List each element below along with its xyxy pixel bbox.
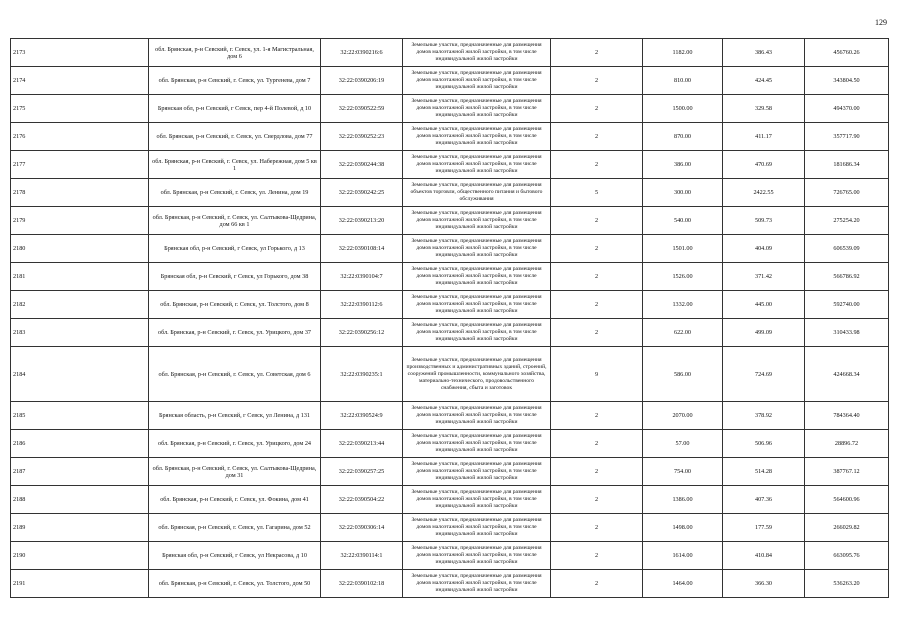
group-cell: 2 [551,430,643,458]
area-cell: 1464.00 [643,570,723,598]
cadastral-value-cell: 275254.20 [805,207,889,235]
table-row [11,542,889,570]
row-number-cell: 2177 [11,151,149,179]
address-cell: обл. Брянская, р-н Севский, г. Севск, ул. Фокина, дом 41 [149,486,321,514]
specific-value-cell: 424.45 [723,67,805,95]
address-cell: Брянская обл, р-н Севский, г Севск, пер 4-й Полевой, д 10 [149,95,321,123]
cadastral-value-cell: 456760.26 [805,39,889,67]
permitted-use-cell: Земельные участки, предназначенные для размещения домов малоэтажной жилой застройки, в том числе индивидуальной жилой застройки [403,95,551,123]
cadastral-number-cell: 32:22:0390504:22 [321,486,403,514]
address-cell: обл. Брянская, р-н Севский, г. Севск, ул. Гагарина, дом 52 [149,514,321,542]
address-cell: Брянская обл, р-н Севский, г Севск, ул Горького, дом 38 [149,263,321,291]
table-row [11,486,889,514]
group-cell: 2 [551,486,643,514]
specific-value-cell: 445.00 [723,291,805,319]
cadastral-value-cell: 592740.00 [805,291,889,319]
specific-value-cell: 506.96 [723,430,805,458]
row-number-cell: 2181 [11,263,149,291]
table-row [11,123,889,151]
cadastral-number-cell: 32:22:0390524:9 [321,402,403,430]
cadastral-value-table [10,38,889,598]
row-number-cell: 2190 [11,542,149,570]
specific-value-cell: 177.59 [723,514,805,542]
table-row [11,179,889,207]
table-row [11,402,889,430]
address-cell: обл. Брянская, р-н Севский, г. Севск, ул. Советская, дом 6 [149,347,321,402]
area-cell: 810.00 [643,67,723,95]
area-cell: 1386.00 [643,486,723,514]
specific-value-cell: 514.28 [723,458,805,486]
row-number-cell: 2186 [11,430,149,458]
table-row [11,291,889,319]
cadastral-value-cell: 181686.34 [805,151,889,179]
specific-value-cell: 386.43 [723,39,805,67]
cadastral-value-cell: 784364.40 [805,402,889,430]
cadastral-number-cell: 32:22:0390102:18 [321,570,403,598]
group-cell: 2 [551,39,643,67]
cadastral-value-cell: 606539.09 [805,235,889,263]
table-body [11,39,889,598]
table-row [11,207,889,235]
page-number: 129 [875,18,887,27]
permitted-use-cell: Земельные участки, предназначенные для размещения домов малоэтажной жилой застройки, в том числе индивидуальной жилой застройки [403,458,551,486]
area-cell: 300.00 [643,179,723,207]
address-cell: обл. Брянская, р-н Севский, г. Севск, ул. Толстого, дом 8 [149,291,321,319]
area-cell: 1182.00 [643,39,723,67]
permitted-use-cell: Земельные участки, предназначенные для размещения домов малоэтажной жилой застройки, в том числе индивидуальной жилой застройки [403,514,551,542]
table-row [11,430,889,458]
permitted-use-cell: Земельные участки, предназначенные для размещения домов малоэтажной жилой застройки, в том числе индивидуальной жилой застройки [403,570,551,598]
cadastral-number-cell: 32:22:0390306:14 [321,514,403,542]
area-cell: 622.00 [643,319,723,347]
area-cell: 1501.00 [643,235,723,263]
group-cell: 2 [551,263,643,291]
specific-value-cell: 724.69 [723,347,805,402]
cadastral-number-cell: 32:22:0390112:6 [321,291,403,319]
cadastral-number-cell: 32:22:0390235:1 [321,347,403,402]
cadastral-value-cell: 387767.12 [805,458,889,486]
row-number-cell: 2174 [11,67,149,95]
row-number-cell: 2180 [11,235,149,263]
table-row [11,514,889,542]
area-cell: 754.00 [643,458,723,486]
cadastral-number-cell: 32:22:0390114:1 [321,542,403,570]
permitted-use-cell: Земельные участки, предназначенные для размещения домов малоэтажной жилой застройки, в том числе индивидуальной жилой застройки [403,207,551,235]
table-row [11,235,889,263]
group-cell: 2 [551,123,643,151]
cadastral-value-cell: 310433.98 [805,319,889,347]
area-cell: 1332.00 [643,291,723,319]
area-cell: 1614.00 [643,542,723,570]
specific-value-cell: 470.69 [723,151,805,179]
area-cell: 1498.00 [643,514,723,542]
address-cell: обл. Брянская, р-н Севский, г. Севск, ул. 1-я Магистральная, дом 6 [149,39,321,67]
row-number-cell: 2176 [11,123,149,151]
address-cell: обл. Брянская, р-н Севский, г. Севск, ул. Урицкого, дом 37 [149,319,321,347]
group-cell: 2 [551,570,643,598]
cadastral-value-cell: 424668.34 [805,347,889,402]
group-cell: 5 [551,179,643,207]
row-number-cell: 2188 [11,486,149,514]
specific-value-cell: 329.58 [723,95,805,123]
address-cell: обл. Брянская, р-н Севский, г. Севск, ул. Толстого, дом 50 [149,570,321,598]
table-row [11,263,889,291]
row-number-cell: 2178 [11,179,149,207]
row-number-cell: 2182 [11,291,149,319]
group-cell: 2 [551,402,643,430]
permitted-use-cell: Земельные участки, предназначенные для размещения домов малоэтажной жилой застройки, в том числе индивидуальной жилой застройки [403,263,551,291]
cadastral-value-cell: 726765.00 [805,179,889,207]
cadastral-value-cell: 343804.50 [805,67,889,95]
address-cell: Брянская обл, р-н Севский, г Севск, ул Горького, д 13 [149,235,321,263]
table-row [11,151,889,179]
table-row [11,458,889,486]
cadastral-number-cell: 32:22:0390244:38 [321,151,403,179]
group-cell: 2 [551,514,643,542]
permitted-use-cell: Земельные участки, предназначенные для размещения домов малоэтажной жилой застройки, в том числе индивидуальной жилой застройки [403,291,551,319]
group-cell: 2 [551,151,643,179]
cadastral-number-cell: 32:22:0390256:12 [321,319,403,347]
area-cell: 386.00 [643,151,723,179]
permitted-use-cell: Земельные участки, предназначенные для размещения домов малоэтажной жилой застройки, в том числе индивидуальной жилой застройки [403,542,551,570]
specific-value-cell: 378.92 [723,402,805,430]
specific-value-cell: 404.09 [723,235,805,263]
cadastral-value-cell: 663095.76 [805,542,889,570]
group-cell: 2 [551,235,643,263]
table-row [11,319,889,347]
permitted-use-cell: Земельные участки, предназначенные для размещения производственных и административных зданий, строений, сооружений промышленности, коммунального хозяйства, материально-технического, продовольственного снабжения, сбыта и заготовок [403,347,551,402]
row-number-cell: 2175 [11,95,149,123]
row-number-cell: 2187 [11,458,149,486]
cadastral-number-cell: 32:22:0390104:7 [321,263,403,291]
cadastral-number-cell: 32:22:0390242:25 [321,179,403,207]
row-number-cell: 2179 [11,207,149,235]
permitted-use-cell: Земельные участки, предназначенные для размещения домов малоэтажной жилой застройки, в том числе индивидуальной жилой застройки [403,123,551,151]
cadastral-number-cell: 32:22:0390252:23 [321,123,403,151]
group-cell: 2 [551,458,643,486]
group-cell: 2 [551,95,643,123]
specific-value-cell: 366.30 [723,570,805,598]
cadastral-value-cell: 536263.20 [805,570,889,598]
area-cell: 1500.00 [643,95,723,123]
group-cell: 2 [551,291,643,319]
specific-value-cell: 499.09 [723,319,805,347]
specific-value-cell: 410.84 [723,542,805,570]
row-number-cell: 2191 [11,570,149,598]
area-cell: 57.00 [643,430,723,458]
address-cell: обл. Брянская, р-н Севский, г. Севск, ул. Салтыкова-Щедрина, дом 66 кв 1 [149,207,321,235]
group-cell: 2 [551,207,643,235]
permitted-use-cell: Земельные участки, предназначенные для размещения домов малоэтажной жилой застройки, в том числе индивидуальной жилой застройки [403,235,551,263]
table-row [11,347,889,402]
address-cell: обл. Брянская, р-н Севский, г. Севск, ул. Салтыкова-Щедрина, дом 31 [149,458,321,486]
permitted-use-cell: Земельные участки, предназначенные для размещения объектов торговли, общественного питания и бытового обслуживания [403,179,551,207]
permitted-use-cell: Земельные участки, предназначенные для размещения домов малоэтажной жилой застройки, в том числе индивидуальной жилой застройки [403,67,551,95]
group-cell: 2 [551,319,643,347]
table-row [11,95,889,123]
specific-value-cell: 407.36 [723,486,805,514]
area-cell: 2070.00 [643,402,723,430]
permitted-use-cell: Земельные участки, предназначенные для размещения домов малоэтажной жилой застройки, в том числе индивидуальной жилой застройки [403,430,551,458]
cadastral-number-cell: 32:22:0390213:20 [321,207,403,235]
table-row [11,570,889,598]
area-cell: 870.00 [643,123,723,151]
address-cell: Брянская обл, р-н Севский, г Севск, ул Некрасова, д 10 [149,542,321,570]
permitted-use-cell: Земельные участки, предназначенные для размещения домов малоэтажной жилой застройки, в том числе индивидуальной жилой застройки [403,151,551,179]
row-number-cell: 2189 [11,514,149,542]
cadastral-value-cell: 266029.82 [805,514,889,542]
specific-value-cell: 411.17 [723,123,805,151]
group-cell: 2 [551,542,643,570]
row-number-cell: 2173 [11,39,149,67]
address-cell: обл. Брянская, р-н Севский, г. Севск, ул. Тургенева, дом 7 [149,67,321,95]
permitted-use-cell: Земельные участки, предназначенные для размещения домов малоэтажной жилой застройки, в том числе индивидуальной жилой застройки [403,402,551,430]
address-cell: обл. Брянская, р-н Севский, г. Севск, ул. Набережная, дом 5 кв 1 [149,151,321,179]
specific-value-cell: 509.73 [723,207,805,235]
permitted-use-cell: Земельные участки, предназначенные для размещения домов малоэтажной жилой застройки, в том числе индивидуальной жилой застройки [403,319,551,347]
table-row [11,39,889,67]
row-number-cell: 2185 [11,402,149,430]
address-cell: Брянская область, р-н Севский, г Севск, ул Ленина, д 131 [149,402,321,430]
cadastral-value-cell: 566786.92 [805,263,889,291]
area-cell: 586.00 [643,347,723,402]
area-cell: 1526.00 [643,263,723,291]
address-cell: обл. Брянская, р-н Севский, г. Севск, ул. Урицкого, дом 24 [149,430,321,458]
table-row [11,67,889,95]
area-cell: 540.00 [643,207,723,235]
specific-value-cell: 2422.55 [723,179,805,207]
cadastral-value-cell: 494370.00 [805,95,889,123]
cadastral-number-cell: 32:22:0390522:59 [321,95,403,123]
specific-value-cell: 371.42 [723,263,805,291]
cadastral-number-cell: 32:22:0390206:19 [321,67,403,95]
address-cell: обл. Брянская, р-н Севский, г. Севск, ул. Свердлова, дом 77 [149,123,321,151]
group-cell: 2 [551,67,643,95]
permitted-use-cell: Земельные участки, предназначенные для размещения домов малоэтажной жилой застройки, в том числе индивидуальной жилой застройки [403,486,551,514]
row-number-cell: 2184 [11,347,149,402]
cadastral-number-cell: 32:22:0390216:6 [321,39,403,67]
cadastral-value-cell: 28896.72 [805,430,889,458]
group-cell: 9 [551,347,643,402]
row-number-cell: 2183 [11,319,149,347]
cadastral-number-cell: 32:22:0390108:14 [321,235,403,263]
cadastral-number-cell: 32:22:0390257:25 [321,458,403,486]
cadastral-value-cell: 357717.90 [805,123,889,151]
cadastral-value-cell: 564600.96 [805,486,889,514]
address-cell: обл. Брянская, р-н Севский, г. Севск, ул. Ленина, дом 19 [149,179,321,207]
permitted-use-cell: Земельные участки, предназначенные для размещения домов малоэтажной жилой застройки, в том числе индивидуальной жилой застройки [403,39,551,67]
cadastral-number-cell: 32:22:0390213:44 [321,430,403,458]
